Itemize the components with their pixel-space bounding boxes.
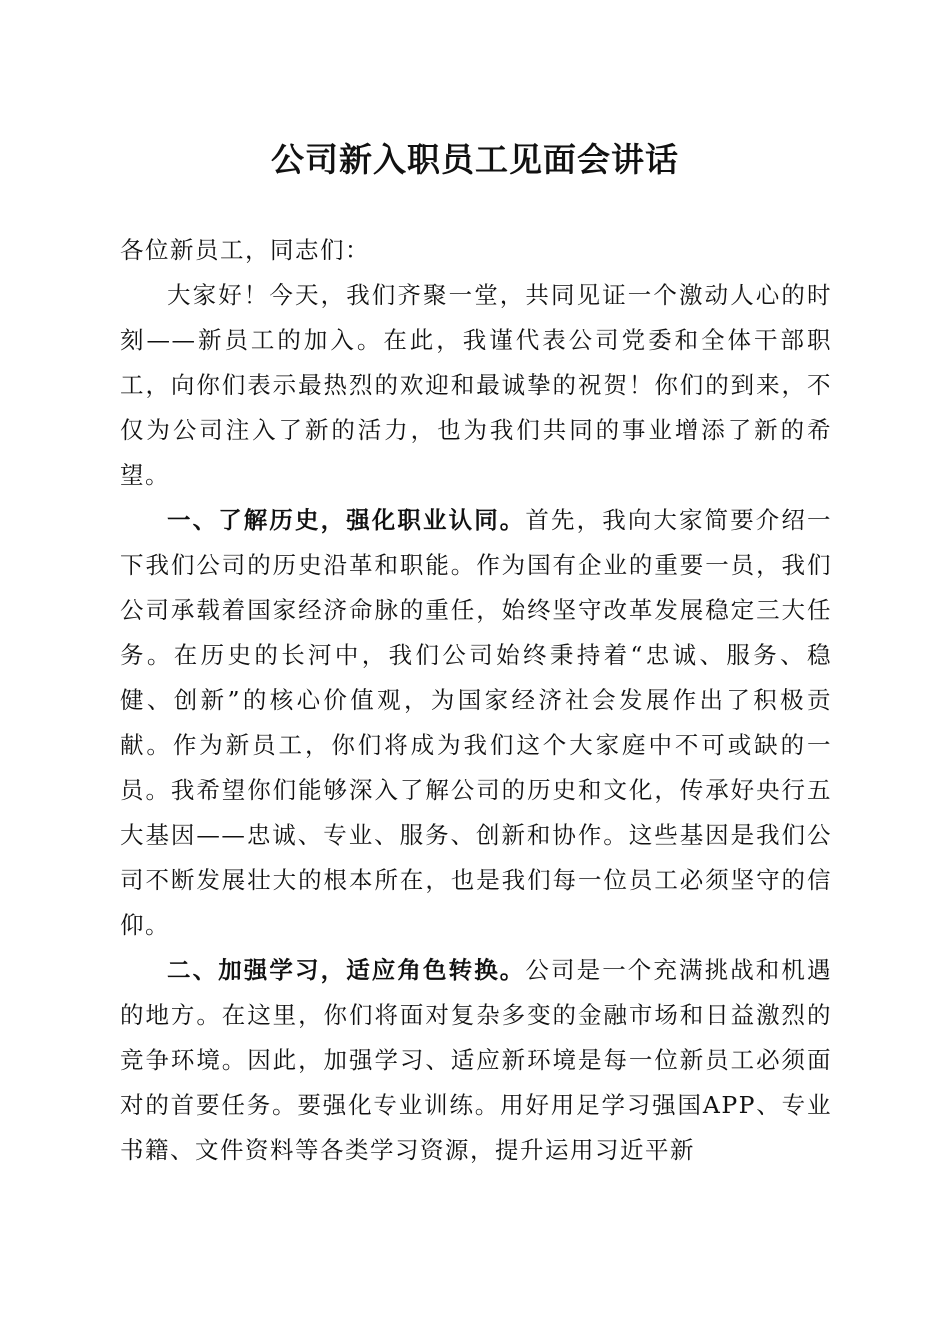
paragraph-welcome xyxy=(120,273,832,498)
paragraph-text: 首先，我向大家简要介绍一下我们公司的历史沿革和职能。作为国有企业的重要一员，我们公司承载着国家经济命脉的重任，始终坚守改革发展稳定三大任务。在历史的长河中，我们公司始终秉持着“忠诚、服务、稳健、创新”的核心价值观，为国家经济社会发展作出了积极贡献。作为新员工，你们将成为我们这个大家庭中不可或缺的一员。我希望你们能够深入了解公司的历史和文化，传承好央行五大基因——忠诚、专业、服务、创新和协作。这些基因是我们公司不断发展壮大的根本所在，也是我们每一位员工必须坚守的信仰。 xyxy=(120,506,833,939)
document-body xyxy=(120,228,832,1173)
paragraph-history xyxy=(120,498,832,948)
paragraph-text: 公司是一个充满挑战和机遇的地方。在这里，你们将面对复杂多变的金融市场和日益激烈的竞争环境。因此，加强学习、适应新环境是每一位新员工必须面对的首要任务。要强化专业训练。用好用足学习强国APP、专业书籍、文件资料等各类学习资源，提升运用习近平新 xyxy=(120,956,833,1164)
section-heading-learning: 二、加强学习，适应角色转换。 xyxy=(167,956,526,984)
paragraph-learning xyxy=(120,948,832,1173)
salutation: 各位新员工，同志们： xyxy=(120,236,370,264)
paragraph-text: 大家好！今天，我们齐聚一堂，共同见证一个激动人心的时刻——新员工的加入。在此，我谨代表公司党委和全体干部职工，向你们表示最热烈的欢迎和最诚挚的祝贺！你们的到来，不仅为公司注入了新的活力，也为我们共同的事业增添了新的希望。 xyxy=(120,281,832,489)
section-heading-history: 一、了解历史，强化职业认同。 xyxy=(167,506,526,534)
document-title: 公司新入职员工见面会讲话 xyxy=(271,140,679,179)
